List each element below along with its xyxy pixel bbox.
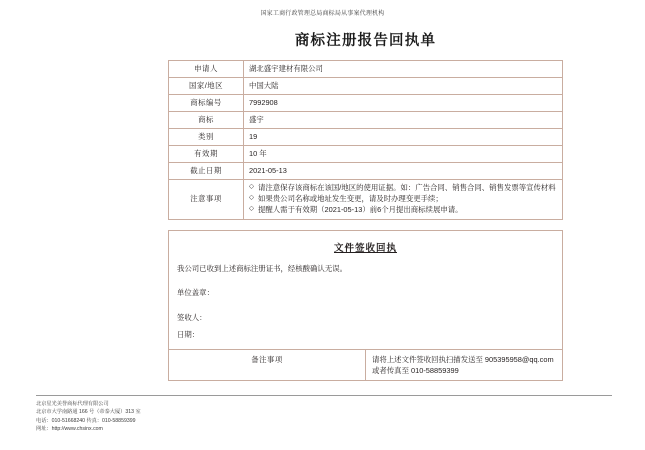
field-value-trademark: 盛宇 bbox=[244, 111, 563, 128]
field-label-trademark: 商标 bbox=[169, 111, 244, 128]
field-label-trademark-no: 商标编号 bbox=[169, 94, 244, 111]
note-item-text: 请注意保存该商标在该国/地区的使用证据。如：广告合同、销售合同、销售发票等宣传材料 bbox=[258, 182, 556, 192]
unit-seal-field: 单位盖章： bbox=[177, 288, 214, 298]
footer-address: 北京市大学南路通 166 号（帝泰大厦）313 室 bbox=[36, 409, 141, 416]
table-row bbox=[169, 94, 563, 111]
field-label-validity: 有效期 bbox=[169, 145, 244, 162]
signature-receipt-section bbox=[168, 230, 563, 381]
field-label-deadline: 截止日期 bbox=[169, 162, 244, 179]
table-row bbox=[169, 145, 563, 162]
remark-body bbox=[366, 349, 563, 380]
table-row bbox=[169, 77, 563, 94]
note-item-text: 提醒人需于有效期（2021-05-13）前6个月提出商标续展申请。 bbox=[258, 204, 463, 214]
date-field: 日期： bbox=[177, 329, 200, 339]
table-row bbox=[169, 128, 563, 145]
note-item bbox=[249, 205, 557, 215]
table-row-notes bbox=[169, 179, 563, 219]
details-table bbox=[168, 60, 563, 220]
remark-row bbox=[169, 349, 563, 380]
footer-contact: 电话：010-51668240 传真：010-58859399 bbox=[36, 417, 136, 424]
notes-label: 注意事项 bbox=[169, 179, 244, 219]
field-value-applicant: 湖北盛宇建材有限公司 bbox=[244, 61, 563, 78]
footer-website: 网址：http://www.chsinx.com bbox=[36, 426, 103, 433]
diamond-bullet-icon: ◇ bbox=[249, 182, 254, 190]
remark-line: 请将上述文件签收回执扫描发送至 905395958@qq.com bbox=[372, 354, 554, 364]
field-label-applicant: 申请人 bbox=[169, 61, 244, 78]
signer-field: 签收人： bbox=[177, 313, 207, 323]
footer bbox=[36, 400, 141, 434]
receipt-title: 文件签收回执 bbox=[333, 243, 397, 254]
diamond-bullet-icon: ◇ bbox=[249, 193, 254, 201]
footer-company: 北京星光美誉商标代理有限公司 bbox=[36, 401, 109, 407]
field-value-deadline: 2021-05-13 bbox=[244, 162, 563, 179]
receipt-body-row bbox=[169, 231, 563, 350]
note-item bbox=[249, 194, 557, 204]
footer-divider bbox=[36, 395, 612, 396]
field-value-validity: 10 年 bbox=[244, 145, 563, 162]
note-item bbox=[249, 183, 557, 193]
field-value-country: 中国大陆 bbox=[244, 77, 563, 94]
receipt-table bbox=[168, 230, 563, 381]
receipt-statement: 我公司已收到上述商标注册证书，经核酸确认无误。 bbox=[177, 264, 347, 274]
table-row bbox=[169, 61, 563, 78]
certificate-document bbox=[168, 20, 563, 220]
note-item-text: 如果贵公司名称或地址发生变更，请及时办理变更手续； bbox=[258, 193, 443, 203]
diamond-bullet-icon: ◇ bbox=[249, 204, 254, 212]
remark-label: 备注事项 bbox=[169, 349, 366, 380]
table-row bbox=[169, 111, 563, 128]
page-title: 商标注册报告回执单 bbox=[294, 33, 437, 49]
remark-line: 或者传真至 010-58859399 bbox=[372, 365, 459, 375]
field-value-class: 19 bbox=[244, 128, 563, 145]
field-label-class: 类别 bbox=[169, 128, 244, 145]
field-label-country: 国家/地区 bbox=[169, 77, 244, 94]
notes-body bbox=[244, 179, 563, 219]
receipt-body-cell bbox=[169, 231, 563, 350]
agency-header: 国家工商行政管理总局商标局从事案代理机构 bbox=[260, 11, 385, 17]
table-row bbox=[169, 162, 563, 179]
field-value-trademark-no: 7992908 bbox=[244, 94, 563, 111]
